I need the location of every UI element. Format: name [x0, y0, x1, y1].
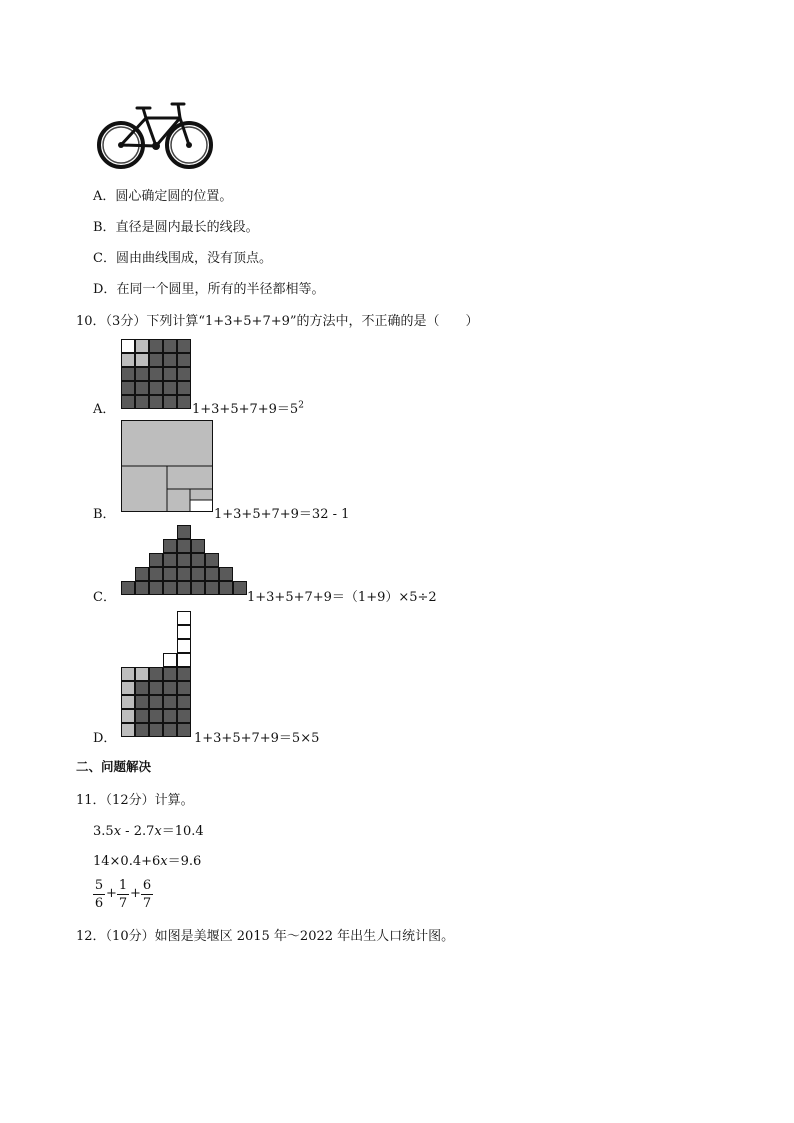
grid-cell	[178, 682, 191, 695]
grid-cell	[150, 582, 163, 595]
grid-cell	[122, 668, 135, 681]
grid-cell	[136, 696, 149, 709]
grid-cell	[150, 340, 163, 353]
grid-cell	[178, 724, 191, 737]
formula-text: 1+3+5+7+9＝5	[192, 402, 299, 417]
grid-cell	[122, 724, 135, 737]
grid-cell	[150, 382, 163, 395]
grid-cell	[164, 668, 177, 681]
grid-cell	[164, 382, 177, 395]
grid-cell	[164, 354, 177, 367]
grid-cell	[178, 696, 191, 709]
grid-cell	[122, 696, 135, 709]
grid-cell	[122, 682, 135, 695]
numerator: 6	[142, 878, 152, 893]
denominator: 7	[118, 896, 128, 911]
formula-superscript: 2	[298, 400, 304, 411]
denominator: 7	[142, 896, 152, 911]
grid-cell	[192, 554, 205, 567]
grid-cell	[164, 696, 177, 709]
grid-cell	[220, 582, 233, 595]
grid-cell	[164, 340, 177, 353]
grid-cell	[206, 568, 219, 581]
grid-cell	[136, 568, 149, 581]
grid-cell	[206, 582, 219, 595]
q11-expression-3	[93, 878, 173, 914]
fraction	[141, 878, 153, 911]
q10-figure-a-grid	[121, 339, 191, 409]
q10-option-a-letter[interactable]: A．	[93, 402, 116, 417]
q11-stem: 11．（12分）计算。	[76, 793, 194, 808]
plus-sign: +	[106, 886, 117, 901]
grid-cell	[234, 582, 247, 595]
grid-cell	[164, 682, 177, 695]
option-text: 在同一个圆里，所有的半径都相等。	[116, 282, 325, 297]
q10-figure-d-grid	[121, 611, 193, 738]
grid-cell	[136, 396, 149, 409]
q10-figure-b-squares	[121, 420, 214, 513]
grid-cell	[178, 568, 191, 581]
grid-cell	[136, 682, 149, 695]
numerator: 5	[94, 878, 104, 893]
grid-cell	[178, 640, 191, 653]
grid-cell	[178, 382, 191, 395]
grid-cell	[192, 582, 205, 595]
grid-cell	[164, 396, 177, 409]
q10-option-d-formula: 1+3+5+7+9＝5×5	[194, 731, 320, 746]
grid-cell	[192, 568, 205, 581]
option-text: 直径是圆内最长的线段。	[115, 220, 259, 235]
grid-cell	[164, 568, 177, 581]
grid-cell	[150, 568, 163, 581]
numerator: 1	[118, 878, 128, 893]
q9-option-a[interactable]	[93, 185, 232, 204]
grid-cell	[164, 582, 177, 595]
grid-cell	[136, 368, 149, 381]
grid-cell	[150, 368, 163, 381]
grid-cell	[136, 354, 149, 367]
grid-cell	[178, 554, 191, 567]
denominator: 6	[94, 896, 104, 911]
option-letter: D．	[93, 282, 117, 297]
grid-cell	[150, 396, 163, 409]
grid-cell	[150, 354, 163, 367]
q9-option-c[interactable]	[93, 247, 272, 266]
option-text: 圆由曲线围成，没有顶点。	[115, 251, 272, 266]
grid-cell	[150, 668, 163, 681]
grid-cell	[178, 354, 191, 367]
q10-option-b-letter[interactable]: B．	[93, 507, 116, 522]
grid-cell	[164, 724, 177, 737]
grid-cell	[178, 368, 191, 381]
grid-cell	[122, 368, 135, 381]
eq-term: ＝9.6	[167, 854, 202, 869]
q10-option-a-formula	[192, 398, 304, 417]
fraction	[93, 878, 105, 911]
option-letter: B．	[93, 220, 116, 235]
grid-cell	[136, 582, 149, 595]
grid-cell	[136, 668, 149, 681]
grid-cell	[122, 396, 135, 409]
q9-option-b[interactable]	[93, 216, 259, 235]
q9-option-d[interactable]	[93, 278, 324, 297]
bicycle-image	[96, 100, 216, 170]
q10-option-c-formula: 1+3+5+7+9＝（1+9）×5÷2	[247, 590, 437, 605]
q11-equation-2	[93, 850, 201, 869]
q10-option-b-formula: 1+3+5+7+9＝32 - 1	[214, 507, 350, 522]
eq-term: 14×0.4+6	[93, 854, 161, 869]
grid-cell	[206, 554, 219, 567]
q10-option-c-letter[interactable]: C．	[93, 590, 116, 605]
eq-variable: x	[113, 824, 122, 839]
grid-cell	[122, 710, 135, 723]
grid-cell	[150, 710, 163, 723]
grid-cell	[136, 724, 149, 737]
q12-stem: 12．（10分）如图是美堰区 2015 年～2022 年出生人口统计图。	[76, 929, 455, 944]
eq-variable: x	[154, 824, 162, 839]
option-text: 圆心确定圆的位置。	[115, 189, 233, 204]
grid-cell	[164, 368, 177, 381]
grid-cell	[178, 396, 191, 409]
grid-cell	[122, 340, 135, 353]
section-title: 二、问题解决	[76, 759, 152, 774]
grid-cell	[178, 340, 191, 353]
grid-cell	[178, 526, 191, 539]
grid-cell	[150, 554, 163, 567]
grid-cell	[136, 340, 149, 353]
q11-equation-1	[93, 820, 204, 839]
grid-cell	[192, 540, 205, 553]
grid-cell	[178, 612, 191, 625]
grid-cell	[178, 710, 191, 723]
eq-term: ＝10.4	[161, 824, 204, 839]
option-letter: A．	[93, 189, 116, 204]
fraction	[117, 878, 129, 911]
grid-cell	[136, 710, 149, 723]
eq-term: - 2.7	[121, 824, 155, 839]
grid-cell	[178, 582, 191, 595]
grid-cell	[164, 554, 177, 567]
eq-variable: x	[160, 854, 168, 869]
grid-cell	[178, 540, 191, 553]
grid-cell	[164, 710, 177, 723]
grid-cell	[178, 654, 191, 667]
grid-cell	[178, 626, 191, 639]
grid-cell	[150, 724, 163, 737]
grid-cell	[136, 382, 149, 395]
grid-cell	[122, 582, 135, 595]
grid-cell	[164, 540, 177, 553]
q10-stem: 10．（3分）下列计算“1+3+5+7+9”的方法中，不正确的是（ ）	[76, 314, 479, 329]
eq-term: 3.5	[93, 824, 114, 839]
option-letter: C．	[93, 251, 116, 266]
grid-cell	[150, 696, 163, 709]
grid-cell	[220, 568, 233, 581]
grid-cell	[178, 668, 191, 681]
q10-option-d-letter[interactable]: D．	[93, 731, 117, 746]
grid-cell	[122, 382, 135, 395]
q10-figure-c-pyramid	[121, 525, 247, 597]
grid-cell	[164, 654, 177, 667]
plus-sign: +	[130, 886, 141, 901]
grid-cell	[150, 682, 163, 695]
grid-cell	[122, 354, 135, 367]
